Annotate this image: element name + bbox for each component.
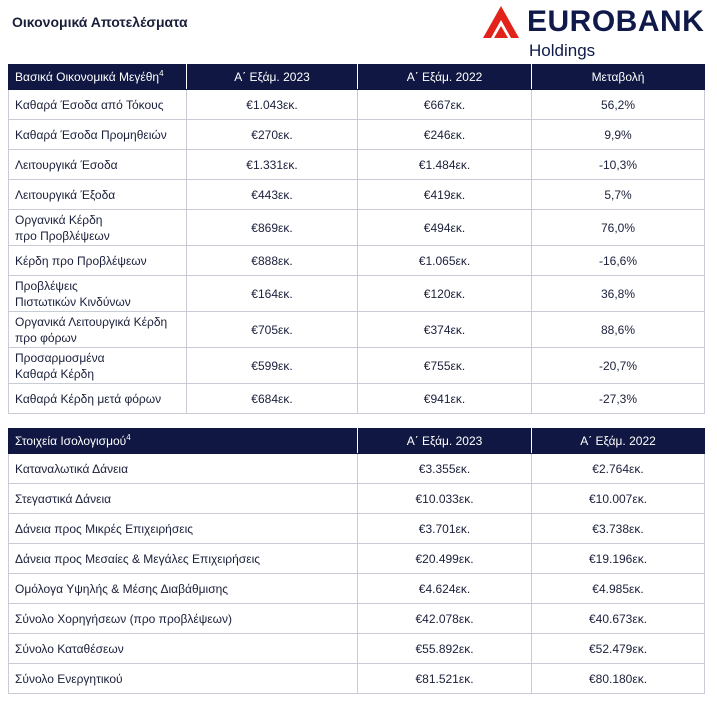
row-label-line: προ Προβλέψεων <box>15 228 110 243</box>
table-row <box>9 634 705 664</box>
footnote-marker: 4 <box>159 69 164 78</box>
row-label: Δάνεια προς Μικρές Επιχειρήσεις <box>9 514 358 544</box>
column-header-h1-2022: Α΄ Εξάμ. 2022 <box>532 429 705 454</box>
value-h1-2023: €869εκ. <box>187 210 358 246</box>
value-change: -10,3% <box>532 150 705 180</box>
table-row <box>9 348 705 384</box>
value-h1-2023: €1.043εκ. <box>187 90 358 120</box>
row-label-line: Κέρδη προ Προβλέψεων <box>15 253 147 268</box>
row-label: Σύνολο Χορηγήσεων (προ προβλέψεων) <box>9 604 358 634</box>
row-label-line: Καθαρά Κέρδη <box>15 366 95 381</box>
table-row <box>9 210 705 246</box>
table-row <box>9 664 705 694</box>
value-h1-2023: €81.521εκ. <box>358 664 532 694</box>
value-h1-2022: €1.484εκ. <box>358 150 532 180</box>
eurobank-logo <box>481 4 707 60</box>
value-change: 56,2% <box>532 90 705 120</box>
value-h1-2023: €3.701εκ. <box>358 514 532 544</box>
value-change: 88,6% <box>532 312 705 348</box>
row-label: Στεγαστικά Δάνεια <box>9 484 358 514</box>
table-row <box>9 604 705 634</box>
table-row <box>9 90 705 120</box>
table-row <box>9 574 705 604</box>
column-header-h1-2023: Α΄ Εξάμ. 2023 <box>187 65 358 90</box>
column-header-metric <box>9 65 187 90</box>
value-h1-2022: €4.985εκ. <box>532 574 705 604</box>
value-h1-2022: €941εκ. <box>358 384 532 414</box>
value-h1-2023: €42.078εκ. <box>358 604 532 634</box>
value-h1-2023: €599εκ. <box>187 348 358 384</box>
column-header-h1-2022: Α΄ Εξάμ. 2022 <box>358 65 532 90</box>
key-financials-table <box>8 64 705 414</box>
logo-brand-text: EUROBANK <box>527 5 705 38</box>
value-h1-2023: €1.331εκ. <box>187 150 358 180</box>
row-label <box>9 150 187 180</box>
row-label <box>9 276 187 312</box>
value-h1-2023: €164εκ. <box>187 276 358 312</box>
value-h1-2022: €120εκ. <box>358 276 532 312</box>
value-h1-2023: €4.624εκ. <box>358 574 532 604</box>
row-label-line: Καθαρά Κέρδη μετά φόρων <box>15 391 162 406</box>
value-h1-2023: €888εκ. <box>187 246 358 276</box>
value-change: -16,6% <box>532 246 705 276</box>
value-h1-2022: €374εκ. <box>358 312 532 348</box>
balance-sheet-table <box>8 428 705 694</box>
row-label <box>9 180 187 210</box>
value-h1-2023: €10.033εκ. <box>358 484 532 514</box>
value-change: -20,7% <box>532 348 705 384</box>
row-label-line: Καθαρά Έσοδα από Τόκους <box>15 97 164 112</box>
row-label-line: Πιστωτικών Κινδύνων <box>15 294 131 309</box>
row-label: Δάνεια προς Μεσαίες & Μεγάλες Επιχειρήσεις <box>9 544 358 574</box>
value-h1-2022: €2.764εκ. <box>532 454 705 484</box>
row-label-line: Οργανικά Λειτουργικά Κέρδη <box>15 314 168 329</box>
table-row <box>9 120 705 150</box>
table-row <box>9 150 705 180</box>
value-change: 5,7% <box>532 180 705 210</box>
value-h1-2022: €419εκ. <box>358 180 532 210</box>
row-label-line: Καθαρά Έσοδα Προμηθειών <box>15 127 167 142</box>
row-label <box>9 210 187 246</box>
value-h1-2022: €3.738εκ. <box>532 514 705 544</box>
row-label-line: Λειτουργικά Έσοδα <box>15 157 118 172</box>
value-h1-2023: €705εκ. <box>187 312 358 348</box>
table-header-row <box>9 65 705 90</box>
row-label-line: Προβλέψεις <box>15 278 78 293</box>
table-header-row <box>9 429 705 454</box>
row-label-line: προ φόρων <box>15 330 77 345</box>
table-row <box>9 454 705 484</box>
value-h1-2022: €1.065εκ. <box>358 246 532 276</box>
table-row <box>9 276 705 312</box>
row-label: Ομόλογα Υψηλής & Μέσης Διαβάθμισης <box>9 574 358 604</box>
table-row <box>9 484 705 514</box>
value-h1-2023: €55.892εκ. <box>358 634 532 664</box>
value-h1-2023: €270εκ. <box>187 120 358 150</box>
value-h1-2022: €667εκ. <box>358 90 532 120</box>
table-row <box>9 312 705 348</box>
table-row <box>9 544 705 574</box>
value-h1-2022: €494εκ. <box>358 210 532 246</box>
row-label <box>9 90 187 120</box>
row-label-line: Λειτουργικά Έξοδα <box>15 187 116 202</box>
table-row <box>9 246 705 276</box>
eurobank-logo-mark-icon <box>481 4 521 40</box>
row-label: Σύνολο Ενεργητικού <box>9 664 358 694</box>
row-label <box>9 246 187 276</box>
row-label <box>9 348 187 384</box>
row-label-line: Οργανικά Κέρδη <box>15 212 103 227</box>
value-change: 76,0% <box>532 210 705 246</box>
row-label: Σύνολο Καταθέσεων <box>9 634 358 664</box>
value-change: 36,8% <box>532 276 705 312</box>
row-label <box>9 120 187 150</box>
value-h1-2022: €80.180εκ. <box>532 664 705 694</box>
column-header-item <box>9 429 358 454</box>
value-h1-2022: €52.479εκ. <box>532 634 705 664</box>
row-label-line: Προσαρμοσμένα <box>15 350 105 365</box>
table-row <box>9 384 705 414</box>
value-change: -27,3% <box>532 384 705 414</box>
value-h1-2022: €755εκ. <box>358 348 532 384</box>
table-row <box>9 180 705 210</box>
value-h1-2022: €40.673εκ. <box>532 604 705 634</box>
row-label <box>9 312 187 348</box>
value-h1-2023: €3.355εκ. <box>358 454 532 484</box>
column-header-label: Βασικά Οικονομικά Μεγέθη <box>15 70 160 84</box>
footnote-marker: 4 <box>126 433 131 442</box>
value-h1-2023: €443εκ. <box>187 180 358 210</box>
table-row <box>9 514 705 544</box>
value-h1-2022: €19.196εκ. <box>532 544 705 574</box>
value-h1-2023: €20.499εκ. <box>358 544 532 574</box>
value-h1-2022: €10.007εκ. <box>532 484 705 514</box>
value-change: 9,9% <box>532 120 705 150</box>
value-h1-2023: €684εκ. <box>187 384 358 414</box>
logo-subtitle: Holdings <box>529 41 596 60</box>
value-h1-2022: €246εκ. <box>358 120 532 150</box>
row-label <box>9 384 187 414</box>
column-header-label: Στοιχεία Ισολογισμού <box>15 434 127 448</box>
page-title: Οικονομικά Αποτελέσματα <box>12 14 188 30</box>
column-header-h1-2023: Α΄ Εξάμ. 2023 <box>358 429 532 454</box>
row-label: Καταναλωτικά Δάνεια <box>9 454 358 484</box>
column-header-change: Μεταβολή <box>532 65 705 90</box>
